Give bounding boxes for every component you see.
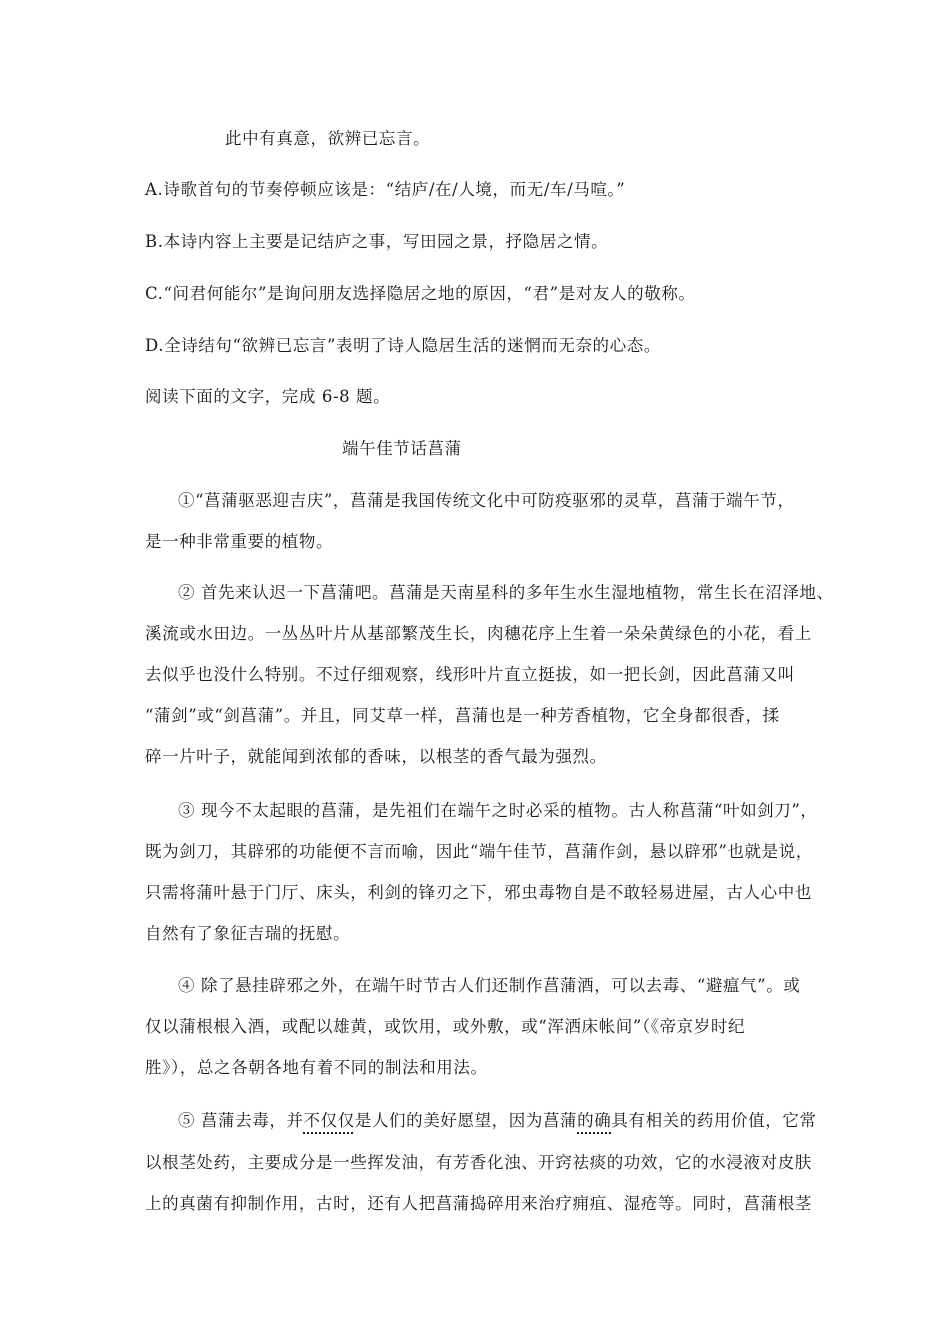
emphasized-text-dique: 的确 xyxy=(577,1111,612,1130)
option-d: D.全诗结句“欲辨已忘言”表明了诗人隐居生活的迷惘而无奈的心态。 xyxy=(145,336,661,355)
paragraph-5-text-c: 具有相关的药用价值，它常 xyxy=(611,1111,817,1130)
reading-instruction: 阅读下面的文字，完成 6-8 题。 xyxy=(145,387,391,406)
paragraph-3-line-2: 既为剑刀，其辟邪的功能便不言而喻，因此“端午佳节，菖蒲作剑，悬以辟邪”也就是说， xyxy=(145,842,813,861)
paragraph-2-line-4: “蒲剑”或“剑菖蒲”。并且，同艾草一样，菖蒲也是一种芳香植物，它全身都很香，揉 xyxy=(145,706,780,725)
paragraph-2-line-3: 去似乎也没什么特别。不过仔细观察，线形叶片直立挺拔，如一把长剑，因此菖蒲又叫 xyxy=(145,665,795,684)
paragraph-2-line-1: ② 首先来认迟一下菖蒲吧。菖蒲是天南星科的多年生水生湿地植物，常生长在沼泽地、 xyxy=(178,583,834,602)
paragraph-1-line-2: 是一种非常重要的植物。 xyxy=(145,532,334,551)
paragraph-5-line-2: 以根茎处药，主要成分是一些挥发油，有芳香化浊、开窍祛痰的功效，它的水浸液对皮肤 xyxy=(145,1153,812,1172)
emphasized-text-bujinjin: 不仅仅 xyxy=(303,1111,355,1130)
emphasis-dots-buji xyxy=(304,1111,355,1130)
paragraph-3-line-4: 自然有了象征吉瑞的抚慰。 xyxy=(145,924,351,943)
paragraph-4-line-2: 仅以蒲根根入酒，或配以雄黄，或饮用，或外敷，或“浑洒床帐间”（《帝京岁时纪 xyxy=(145,1017,746,1036)
paragraph-1-line-1: ①“菖蒲驱恶迎吉庆”，菖蒲是我国传统文化中可防疫驱邪的灵草，菖蒲于端午节， xyxy=(178,491,795,510)
paragraph-3-line-3: 只需将蒲叶悬于门厅、床头，利剑的锋刃之下，邪虫毒物自是不敢轻易进屋，古人心中也 xyxy=(145,883,812,902)
paragraph-5-line-1 xyxy=(178,1110,817,1132)
paragraph-4-line-3: 胜》），总之各朝各地有着不同的制法和用法。 xyxy=(145,1058,488,1077)
paragraph-5-line-3: 上的真菌有抑制作用，古时，还有人把菖蒲捣碎用来治疗痈疽、湿疮等。同时，菖蒲根茎 xyxy=(145,1194,812,1213)
option-c: C.“问君何能尔”是询问朋友选择隐居之地的原因，“君”是对友人的敬称。 xyxy=(145,284,696,303)
paragraph-2-line-2: 溪流或水田边。一丛丛叶片从基部繁茂生长，肉穗花序上生着一朵朵黄绿色的小花，看上 xyxy=(145,624,812,643)
paragraph-5-text-a: ⑤ 菖蒲去毒，并 xyxy=(178,1111,304,1130)
option-a: A.诗歌首句的节奏停顿应该是：“结庐/在/人境，而无/车/马喧。” xyxy=(145,180,626,199)
option-b: B.本诗内容上主要是记结庐之事，写田园之景，抒隐居之情。 xyxy=(145,232,609,251)
paragraph-3-line-1: ③ 现今不太起眼的菖蒲，是先祖们在端午之时必采的植物。古人称菖蒲“叶如剑刀”， xyxy=(178,801,818,820)
poem-last-line: 此中有真意，欲辨已忘言。 xyxy=(225,129,431,148)
paragraph-2-line-5: 碎一片叶子，就能闻到浓郁的香味，以根茎的香气最为强烈。 xyxy=(145,747,607,766)
paragraph-5-text-b: 是人们的美好愿望，因为菖蒲 xyxy=(354,1111,578,1130)
article-title: 端午佳节话菖蒲 xyxy=(342,439,462,458)
paragraph-4-line-1: ④ 除了悬挂辟邪之外，在端午时节古人们还制作菖蒲酒，可以去毒、“避瘟气”。或 xyxy=(178,976,801,995)
